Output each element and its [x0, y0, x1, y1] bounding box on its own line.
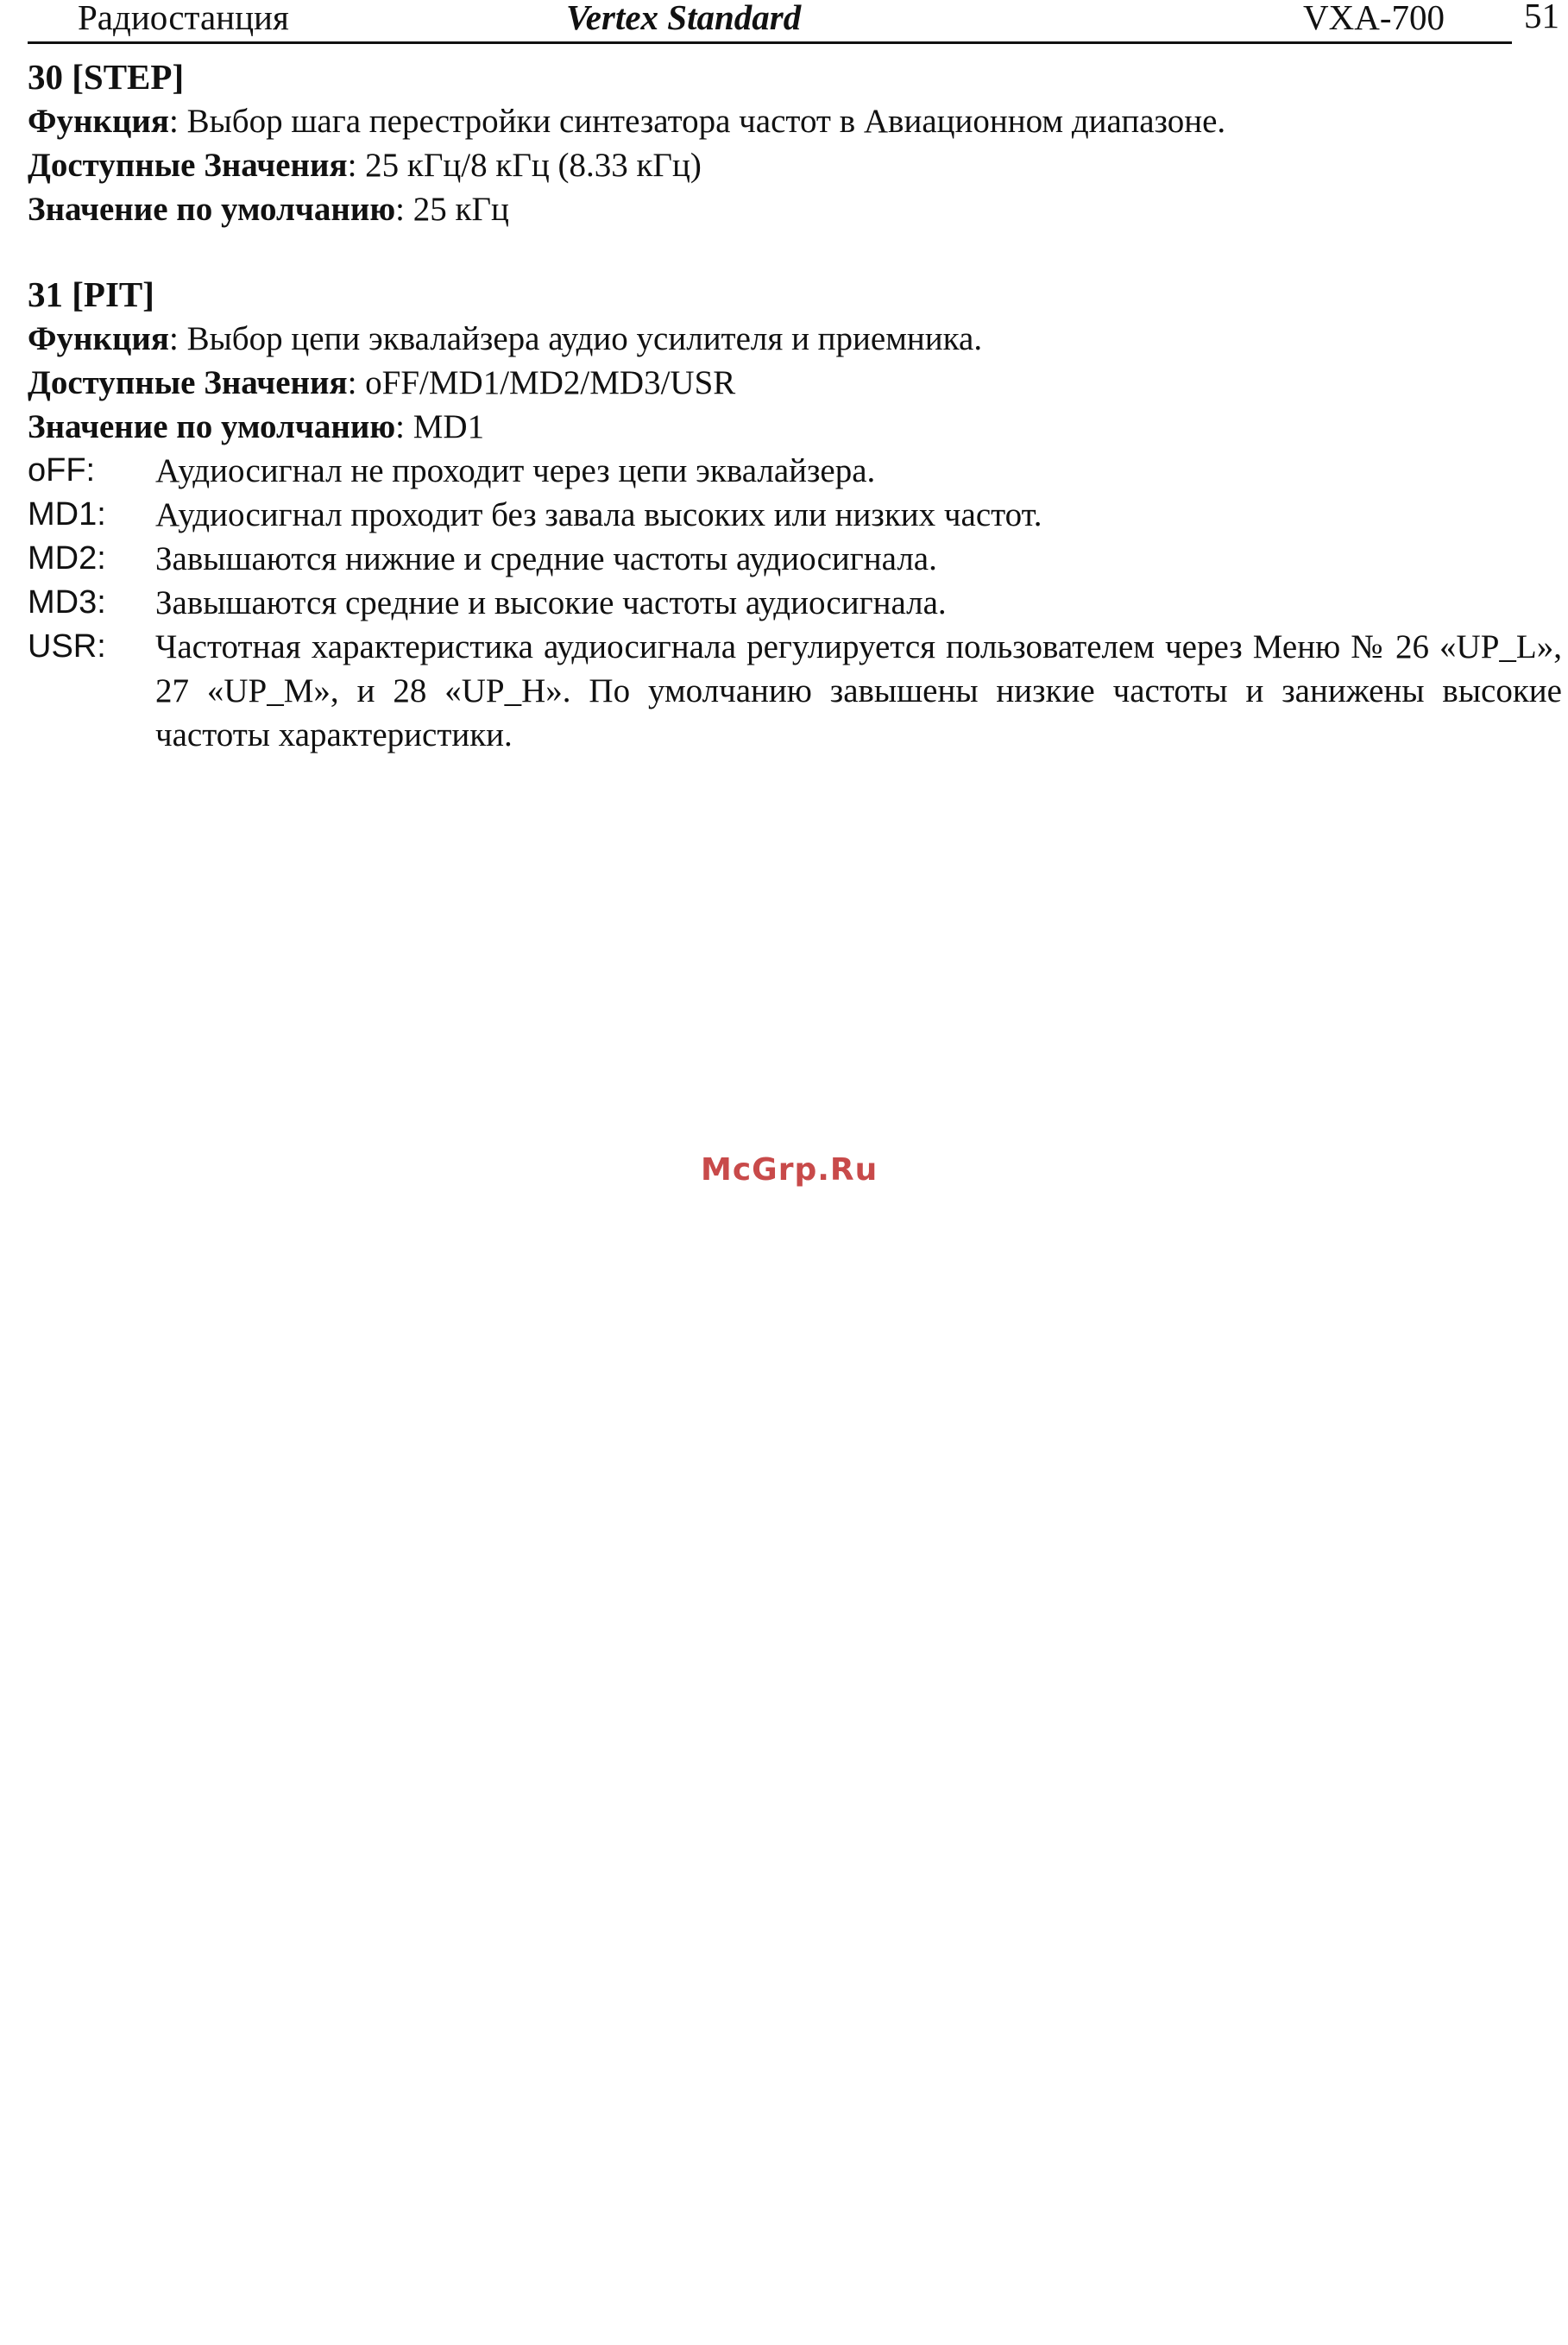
default-text: : 25 кГц: [395, 191, 509, 228]
option-key: MD2:: [28, 540, 106, 577]
page-content: [28, 55, 1564, 757]
values-line: [28, 143, 1564, 187]
option-item-md2: [28, 537, 1564, 581]
option-description: Аудиосигнал не проходит через цепи эквалайзера.: [155, 452, 876, 489]
function-line: [28, 99, 1564, 143]
values-text: : oFF/MD1/MD2/MD3/USR: [347, 364, 736, 401]
default-line: [28, 405, 1564, 449]
function-label: Функция: [28, 320, 169, 357]
function-label: Функция: [28, 103, 169, 140]
option-key: USR:: [28, 628, 106, 665]
values-text: : 25 кГц/8 кГц (8.33 кГц): [347, 147, 702, 184]
option-description: Завышаются средние и высокие частоты аудиосигнала.: [155, 584, 947, 621]
header-left-title: Радиостанция: [78, 0, 289, 37]
option-description: Аудиосигнал проходит без завала высоких или низких частот.: [155, 496, 1042, 533]
default-line: [28, 187, 1564, 231]
default-label: Значение по умолчанию: [28, 408, 396, 445]
watermark: McGrp.Ru: [701, 1152, 878, 1188]
function-text: : Выбор шага перестройки синтезатора частот в Авиационном диапазоне.: [168, 103, 1226, 140]
option-item-md1: [28, 493, 1564, 537]
option-description: Завышаются нижние и средние частоты аудиосигнала.: [155, 540, 937, 577]
values-label: Доступные Значения: [28, 147, 348, 184]
option-description: Частотная характеристика аудиосигнала регулируется пользователем через Меню № 26 «UP_L», 27 «UP_M», и 28 «UP_H». По умолчанию завышены низкие частоты и занижены высокие частоты характеристики.: [155, 628, 1562, 753]
function-line: [28, 317, 1564, 361]
option-item-off: [28, 449, 1564, 493]
header-model: VXA-700: [1303, 0, 1445, 37]
option-item-md3: [28, 581, 1564, 625]
default-label: Значение по умолчанию: [28, 191, 396, 228]
header-brand: Vertex Standard: [566, 0, 802, 37]
default-text: : MD1: [395, 408, 485, 445]
option-key: MD1:: [28, 496, 106, 533]
section-title: 30 [STEP]: [28, 57, 185, 97]
page-number: 51: [1524, 0, 1559, 35]
option-item-usr: [28, 625, 1564, 757]
menu-section-step: [28, 55, 1564, 231]
values-label: Доступные Значения: [28, 364, 348, 401]
running-header: [28, 0, 1512, 44]
menu-section-pit: [28, 273, 1564, 757]
section-title: 31 [PIT]: [28, 274, 154, 314]
function-text: : Выбор цепи эквалайзера аудио усилителя и приемника.: [168, 320, 983, 357]
values-line: [28, 361, 1564, 405]
option-key: oFF:: [28, 452, 96, 489]
option-list: [28, 449, 1564, 757]
option-key: MD3:: [28, 584, 106, 621]
